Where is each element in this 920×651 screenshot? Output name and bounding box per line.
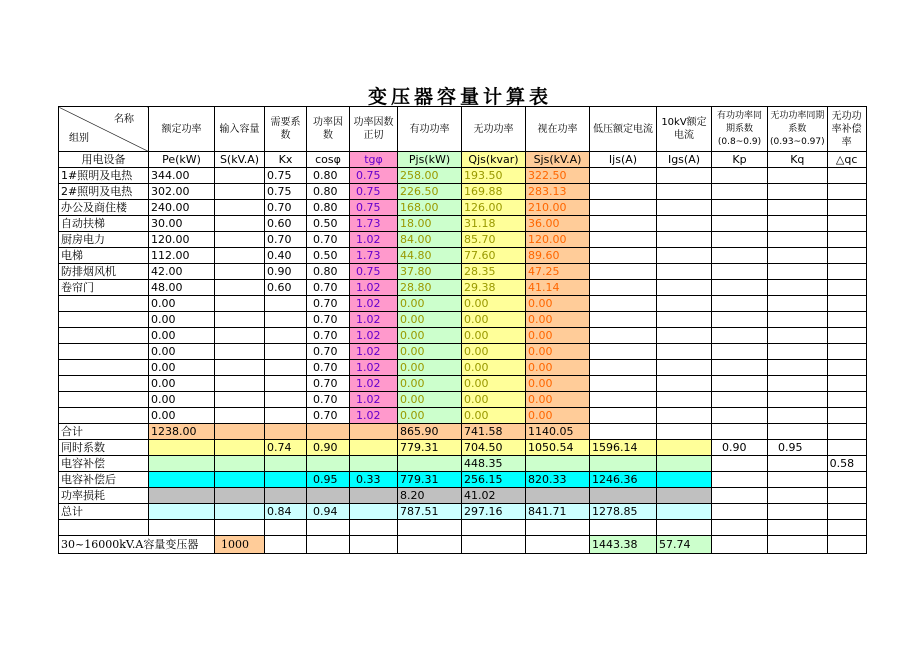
demand-factor-value: 0.90 xyxy=(265,264,307,280)
equipment-name xyxy=(59,392,149,408)
equipment-name xyxy=(59,296,149,312)
table-row xyxy=(59,408,867,424)
transformer-label: 30~16000kV.A容量变压器 xyxy=(59,536,215,554)
demand-factor-value xyxy=(265,392,307,408)
power-factor-value: 0.80 xyxy=(307,184,350,200)
apparent-power-value: 0.00 xyxy=(526,376,590,392)
equipment-name xyxy=(59,344,149,360)
reactive-power-value: 0.00 xyxy=(462,376,526,392)
power-factor-value: 0.50 xyxy=(307,248,350,264)
sync-kp: 0.90 xyxy=(712,440,768,456)
active-power-value: 0.00 xyxy=(398,360,462,376)
sync-cos: 0.90 xyxy=(307,440,350,456)
grand-sjs: 841.71 xyxy=(526,504,590,520)
sync-row xyxy=(59,440,867,456)
apparent-power-value: 210.00 xyxy=(526,200,590,216)
reactive-power-value: 169.88 xyxy=(462,184,526,200)
header-group-label: 组别 xyxy=(69,133,89,144)
after-compensation-row xyxy=(59,472,867,488)
active-power-value: 0.00 xyxy=(398,408,462,424)
active-power-value: 37.80 xyxy=(398,264,462,280)
comp-label: 电容补偿 xyxy=(59,456,149,472)
demand-factor-value xyxy=(265,296,307,312)
apparent-power-value: 0.00 xyxy=(526,344,590,360)
header-name-label: 名称 xyxy=(114,114,134,125)
unit-dqc: △qc xyxy=(827,152,866,168)
equipment-name: 2#照明及电热 xyxy=(59,184,149,200)
total-row xyxy=(59,424,867,440)
demand-factor-value xyxy=(265,328,307,344)
equipment-name xyxy=(59,312,149,328)
after-pjs: 779.31 xyxy=(398,472,462,488)
active-power-value: 168.00 xyxy=(398,200,462,216)
table-row xyxy=(59,312,867,328)
input-capacity-value xyxy=(215,408,265,424)
demand-factor-value: 0.75 xyxy=(265,184,307,200)
power-factor-value: 0.70 xyxy=(307,296,350,312)
unit-s: S(kV.A) xyxy=(215,152,265,168)
rated-power-value: 0.00 xyxy=(149,376,215,392)
header-lv-current: 低压额定电流 xyxy=(590,107,657,152)
table-row xyxy=(59,360,867,376)
active-power-value: 0.00 xyxy=(398,376,462,392)
equipment-name: 电梯 xyxy=(59,248,149,264)
unit-row xyxy=(59,152,867,168)
table-row xyxy=(59,248,867,264)
table-row xyxy=(59,184,867,200)
demand-factor-value: 0.75 xyxy=(265,168,307,184)
sync-kx: 0.74 xyxy=(265,440,307,456)
reactive-power-value: 0.00 xyxy=(462,296,526,312)
power-loss-row xyxy=(59,488,867,504)
transformer-igs: 57.74 xyxy=(657,536,712,554)
input-capacity-value xyxy=(215,328,265,344)
after-cos: 0.95 xyxy=(307,472,350,488)
input-capacity-value xyxy=(215,392,265,408)
input-capacity-value xyxy=(215,184,265,200)
tangent-value: 1.02 xyxy=(350,360,398,376)
power-factor-value: 0.80 xyxy=(307,168,350,184)
grand-ijs: 1278.85 xyxy=(590,504,657,520)
header-kp: 有功功率同期系数(0.8~0.9) xyxy=(712,107,768,152)
unit-pe: Pe(kW) xyxy=(149,152,215,168)
rated-power-value: 0.00 xyxy=(149,392,215,408)
loss-qjs: 41.02 xyxy=(462,488,526,504)
active-power-value: 84.00 xyxy=(398,232,462,248)
sync-kq: 0.95 xyxy=(768,440,828,456)
table-row xyxy=(59,232,867,248)
unit-kq: Kq xyxy=(768,152,828,168)
unit-sjs: Sjs(kV.A) xyxy=(526,152,590,168)
reactive-power-value: 29.38 xyxy=(462,280,526,296)
apparent-power-value: 120.00 xyxy=(526,232,590,248)
tangent-value: 1.02 xyxy=(350,296,398,312)
apparent-power-value: 47.25 xyxy=(526,264,590,280)
reactive-power-value: 126.00 xyxy=(462,200,526,216)
input-capacity-value xyxy=(215,216,265,232)
transformer-calc-table xyxy=(58,106,867,554)
demand-factor-value: 0.70 xyxy=(265,200,307,216)
apparent-power-value: 0.00 xyxy=(526,360,590,376)
apparent-power-value: 0.00 xyxy=(526,328,590,344)
unit-cos: cosφ xyxy=(307,152,350,168)
unit-ijs: Ijs(A) xyxy=(590,152,657,168)
loss-pjs: 8.20 xyxy=(398,488,462,504)
input-capacity-value xyxy=(215,232,265,248)
comp-dqc: 0.58 xyxy=(827,456,866,472)
active-power-value: 0.00 xyxy=(398,296,462,312)
header-apparent-power: 视在功率 xyxy=(526,107,590,152)
transformer-s: 1000 xyxy=(215,536,265,554)
active-power-value: 44.80 xyxy=(398,248,462,264)
equipment-name xyxy=(59,328,149,344)
active-power-value: 0.00 xyxy=(398,312,462,328)
rated-power-value: 344.00 xyxy=(149,168,215,184)
reactive-power-value: 0.00 xyxy=(462,408,526,424)
apparent-power-value: 41.14 xyxy=(526,280,590,296)
power-factor-value: 0.80 xyxy=(307,264,350,280)
tangent-value: 1.02 xyxy=(350,232,398,248)
rated-power-value: 0.00 xyxy=(149,360,215,376)
active-power-value: 0.00 xyxy=(398,344,462,360)
after-label: 电容补偿后 xyxy=(59,472,149,488)
reactive-power-value: 31.18 xyxy=(462,216,526,232)
table-row xyxy=(59,280,867,296)
rated-power-value: 30.00 xyxy=(149,216,215,232)
tangent-value: 0.75 xyxy=(350,264,398,280)
unit-kx: Kx xyxy=(265,152,307,168)
rated-power-value: 0.00 xyxy=(149,328,215,344)
demand-factor-value xyxy=(265,408,307,424)
comp-qjs: 448.35 xyxy=(462,456,526,472)
total-sjs: 1140.05 xyxy=(526,424,590,440)
loss-label: 功率损耗 xyxy=(59,488,149,504)
diagonal-header-cell xyxy=(59,107,149,152)
input-capacity-value xyxy=(215,200,265,216)
rated-power-value: 48.00 xyxy=(149,280,215,296)
unit-equipment: 用电设备 xyxy=(59,152,149,168)
tangent-value: 1.73 xyxy=(350,248,398,264)
power-factor-value: 0.70 xyxy=(307,312,350,328)
tangent-value: 1.02 xyxy=(350,280,398,296)
grand-label: 总计 xyxy=(59,504,149,520)
sync-label: 同时系数 xyxy=(59,440,149,456)
apparent-power-value: 0.00 xyxy=(526,296,590,312)
apparent-power-value: 36.00 xyxy=(526,216,590,232)
equipment-rows xyxy=(59,168,867,424)
power-factor-value: 0.80 xyxy=(307,200,350,216)
input-capacity-value xyxy=(215,264,265,280)
table-row xyxy=(59,168,867,184)
total-qjs: 741.58 xyxy=(462,424,526,440)
rated-power-value: 42.00 xyxy=(149,264,215,280)
power-factor-value: 0.70 xyxy=(307,328,350,344)
demand-factor-value xyxy=(265,312,307,328)
tangent-value: 1.02 xyxy=(350,328,398,344)
active-power-value: 258.00 xyxy=(398,168,462,184)
equipment-name: 1#照明及电热 xyxy=(59,168,149,184)
rated-power-value: 120.00 xyxy=(149,232,215,248)
transformer-ijs: 1443.38 xyxy=(590,536,657,554)
header-power-factor-tangent: 功率因数正切 xyxy=(350,107,398,152)
grand-kx: 0.84 xyxy=(265,504,307,520)
apparent-power-value: 283.13 xyxy=(526,184,590,200)
unit-qjs: Qjs(kvar) xyxy=(462,152,526,168)
rated-power-value: 0.00 xyxy=(149,296,215,312)
apparent-power-value: 0.00 xyxy=(526,408,590,424)
power-factor-value: 0.70 xyxy=(307,408,350,424)
demand-factor-value xyxy=(265,376,307,392)
rated-power-value: 240.00 xyxy=(149,200,215,216)
apparent-power-value: 0.00 xyxy=(526,392,590,408)
after-qjs: 256.15 xyxy=(462,472,526,488)
active-power-value: 28.80 xyxy=(398,280,462,296)
demand-factor-value: 0.60 xyxy=(265,216,307,232)
power-factor-value: 0.50 xyxy=(307,216,350,232)
after-sjs: 820.33 xyxy=(526,472,590,488)
tangent-value: 1.02 xyxy=(350,376,398,392)
header-10kv-current: 10kV额定电流 xyxy=(657,107,712,152)
rated-power-value: 112.00 xyxy=(149,248,215,264)
apparent-power-value: 322.50 xyxy=(526,168,590,184)
header-reactive-power: 无功功率 xyxy=(462,107,526,152)
header-compensation-rate: 无功功率补偿率 xyxy=(827,107,866,152)
input-capacity-value xyxy=(215,376,265,392)
header-input-capacity: 输入容量 xyxy=(215,107,265,152)
rated-power-value: 0.00 xyxy=(149,312,215,328)
apparent-power-value: 0.00 xyxy=(526,312,590,328)
table-row xyxy=(59,200,867,216)
reactive-power-value: 0.00 xyxy=(462,312,526,328)
tangent-value: 1.73 xyxy=(350,216,398,232)
rated-power-value: 0.00 xyxy=(149,344,215,360)
demand-factor-value xyxy=(265,344,307,360)
active-power-value: 18.00 xyxy=(398,216,462,232)
input-capacity-value xyxy=(215,280,265,296)
demand-factor-value: 0.70 xyxy=(265,232,307,248)
table-row xyxy=(59,344,867,360)
input-capacity-value xyxy=(215,168,265,184)
active-power-value: 226.50 xyxy=(398,184,462,200)
power-factor-value: 0.70 xyxy=(307,280,350,296)
power-factor-value: 0.70 xyxy=(307,232,350,248)
page-title: 变压器容量计算表 xyxy=(367,86,552,108)
header-power-factor: 功率因数 xyxy=(307,107,350,152)
rated-power-value: 302.00 xyxy=(149,184,215,200)
sync-sjs: 1050.54 xyxy=(526,440,590,456)
power-factor-value: 0.70 xyxy=(307,376,350,392)
table-row xyxy=(59,216,867,232)
after-tg: 0.33 xyxy=(350,472,398,488)
grand-qjs: 297.16 xyxy=(462,504,526,520)
active-power-value: 0.00 xyxy=(398,328,462,344)
active-power-value: 0.00 xyxy=(398,392,462,408)
after-ijs: 1246.36 xyxy=(590,472,657,488)
header-rated-power: 额定功率 xyxy=(149,107,215,152)
reactive-power-value: 28.35 xyxy=(462,264,526,280)
total-pjs: 865.90 xyxy=(398,424,462,440)
grand-cos: 0.94 xyxy=(307,504,350,520)
transformer-row xyxy=(59,536,867,554)
compensation-row xyxy=(59,456,867,472)
header-kq: 无功功率同期系数(0.93~0.97) xyxy=(768,107,828,152)
unit-kp: Kp xyxy=(712,152,768,168)
equipment-name: 卷帘门 xyxy=(59,280,149,296)
input-capacity-value xyxy=(215,360,265,376)
grand-total-row xyxy=(59,504,867,520)
reactive-power-value: 193.50 xyxy=(462,168,526,184)
equipment-name xyxy=(59,360,149,376)
equipment-name xyxy=(59,376,149,392)
equipment-name: 办公及商住楼 xyxy=(59,200,149,216)
sync-qjs: 704.50 xyxy=(462,440,526,456)
tangent-value: 1.02 xyxy=(350,408,398,424)
table-row xyxy=(59,392,867,408)
reactive-power-value: 77.60 xyxy=(462,248,526,264)
equipment-name xyxy=(59,408,149,424)
unit-tg: tgφ xyxy=(350,152,398,168)
table-row xyxy=(59,328,867,344)
input-capacity-value xyxy=(215,344,265,360)
header-demand-factor: 需要系数 xyxy=(265,107,307,152)
power-factor-value: 0.70 xyxy=(307,360,350,376)
power-factor-value: 0.70 xyxy=(307,344,350,360)
total-pe: 1238.00 xyxy=(149,424,215,440)
tangent-value: 0.75 xyxy=(350,200,398,216)
header-active-power: 有功功率 xyxy=(398,107,462,152)
total-label: 合计 xyxy=(59,424,149,440)
equipment-name: 防排烟风机 xyxy=(59,264,149,280)
demand-factor-value: 0.60 xyxy=(265,280,307,296)
unit-pjs: Pjs(kW) xyxy=(398,152,462,168)
tangent-value: 1.02 xyxy=(350,392,398,408)
tangent-value: 0.75 xyxy=(350,184,398,200)
equipment-name: 自动扶梯 xyxy=(59,216,149,232)
reactive-power-value: 0.00 xyxy=(462,392,526,408)
input-capacity-value xyxy=(215,312,265,328)
sync-ijs: 1596.14 xyxy=(590,440,657,456)
reactive-power-value: 0.00 xyxy=(462,328,526,344)
reactive-power-value: 0.00 xyxy=(462,344,526,360)
apparent-power-value: 89.60 xyxy=(526,248,590,264)
demand-factor-value xyxy=(265,360,307,376)
header-row xyxy=(59,107,867,152)
unit-igs: Igs(A) xyxy=(657,152,712,168)
demand-factor-value: 0.40 xyxy=(265,248,307,264)
reactive-power-value: 85.70 xyxy=(462,232,526,248)
spacer-row xyxy=(59,520,867,536)
tangent-value: 0.75 xyxy=(350,168,398,184)
rated-power-value: 0.00 xyxy=(149,408,215,424)
table-row xyxy=(59,264,867,280)
table-row xyxy=(59,376,867,392)
sync-pjs: 779.31 xyxy=(398,440,462,456)
tangent-value: 1.02 xyxy=(350,344,398,360)
input-capacity-value xyxy=(215,248,265,264)
input-capacity-value xyxy=(215,296,265,312)
table-row xyxy=(59,296,867,312)
reactive-power-value: 0.00 xyxy=(462,360,526,376)
tangent-value: 1.02 xyxy=(350,312,398,328)
equipment-name: 厨房电力 xyxy=(59,232,149,248)
power-factor-value: 0.70 xyxy=(307,392,350,408)
grand-pjs: 787.51 xyxy=(398,504,462,520)
